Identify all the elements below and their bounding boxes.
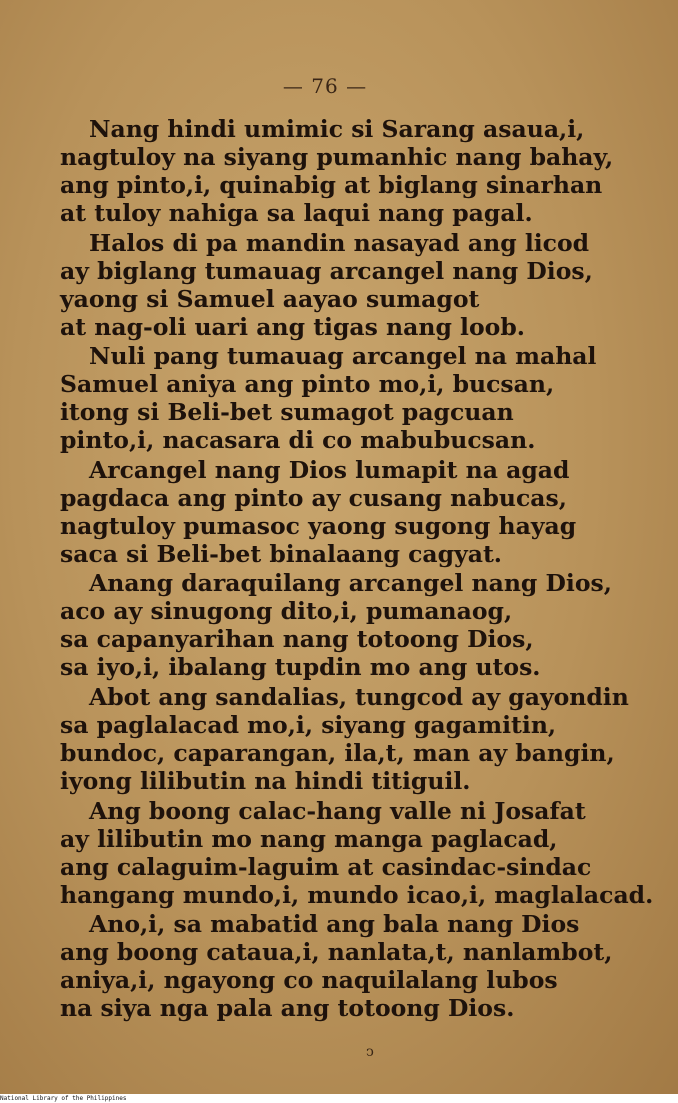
verse-line: Abot ang sandalias, tungcod ay gayondin [89,683,629,711]
verse-line: hangang mundo,i, mundo icao,i, maglalacad. [60,881,654,909]
verse-line: ang pinto,i, quinabig at biglang sinarhan [60,171,603,199]
verse-line: Samuel aniya ang pinto mo,i, bucsan, [60,370,555,398]
verse-line: nagtuloy na siyang pumanhic nang bahay, [60,143,614,171]
verse-line: aco ay sinugong dito,i, pumanaog, [60,597,513,625]
verse-line: aniya,i, ngayong co naquilalang lubos [60,966,558,994]
verse-line: yaong si Samuel aayao sumagot [60,285,480,313]
verse-line: ang boong cataua,i, nanlata,t, nanlambot, [60,938,613,966]
verse-line: itong si Beli-bet sumagot pagcuan [60,398,514,426]
verse-line: at nag-oli uari ang tigas nang loob. [60,313,525,341]
verse-line: ay biglang tumauag arcangel nang Dios, [60,257,593,285]
verse-line: Nuli pang tumauag arcangel na mahal [89,342,597,370]
verse-line: Nang hindi umimic si Sarang asaua,i, [89,115,585,143]
verse-line: Ano,i, sa mabatid ang bala nang Dios [89,910,580,938]
verse-line: pinto,i, nacasara di co mabubucsan. [60,426,536,454]
ornament-mark: ↄ [366,1044,374,1060]
verse-line: nagtuloy pumasoc yaong sugong hayag [60,512,577,540]
verse-line: Halos di pa mandin nasayad ang licod [89,229,590,257]
page-number: — 76 — [282,74,368,98]
verse-line: ang calaguim-laguim at casindac-sindac [60,853,592,881]
verse-line: Ang boong calac-hang valle ni Josafat [89,797,586,825]
verse-line: Anang daraquilang arcangel nang Dios, [89,569,612,597]
verse-line: sa paglalacad mo,i, siyang gagamitin, [60,711,557,739]
verse-line: saca si Beli-bet binalaang cagyat. [60,540,502,568]
verse-line: Arcangel nang Dios lumapit na agad [89,456,570,484]
verse-line: sa capanyarihan nang totoong Dios, [60,625,534,653]
verse-line: at tuloy nahiga sa laqui nang pagal. [60,199,533,227]
scan-credit: National Library of the Philippines [0,1095,678,1103]
verse-line: na siya nga pala ang totoong Dios. [60,994,515,1022]
verse-line: sa iyo,i, ibalang tupdin mo ang utos. [60,653,541,681]
verse-line: ay lilibutin mo nang manga paglacad, [60,825,558,853]
verse-line: bundoc, caparangan, ila,t, man ay bangin, [60,739,615,767]
verse-line: iyong lilibutin na hindi titiguil. [60,767,471,795]
verse-line: pagdaca ang pinto ay cusang nabucas, [60,484,567,512]
